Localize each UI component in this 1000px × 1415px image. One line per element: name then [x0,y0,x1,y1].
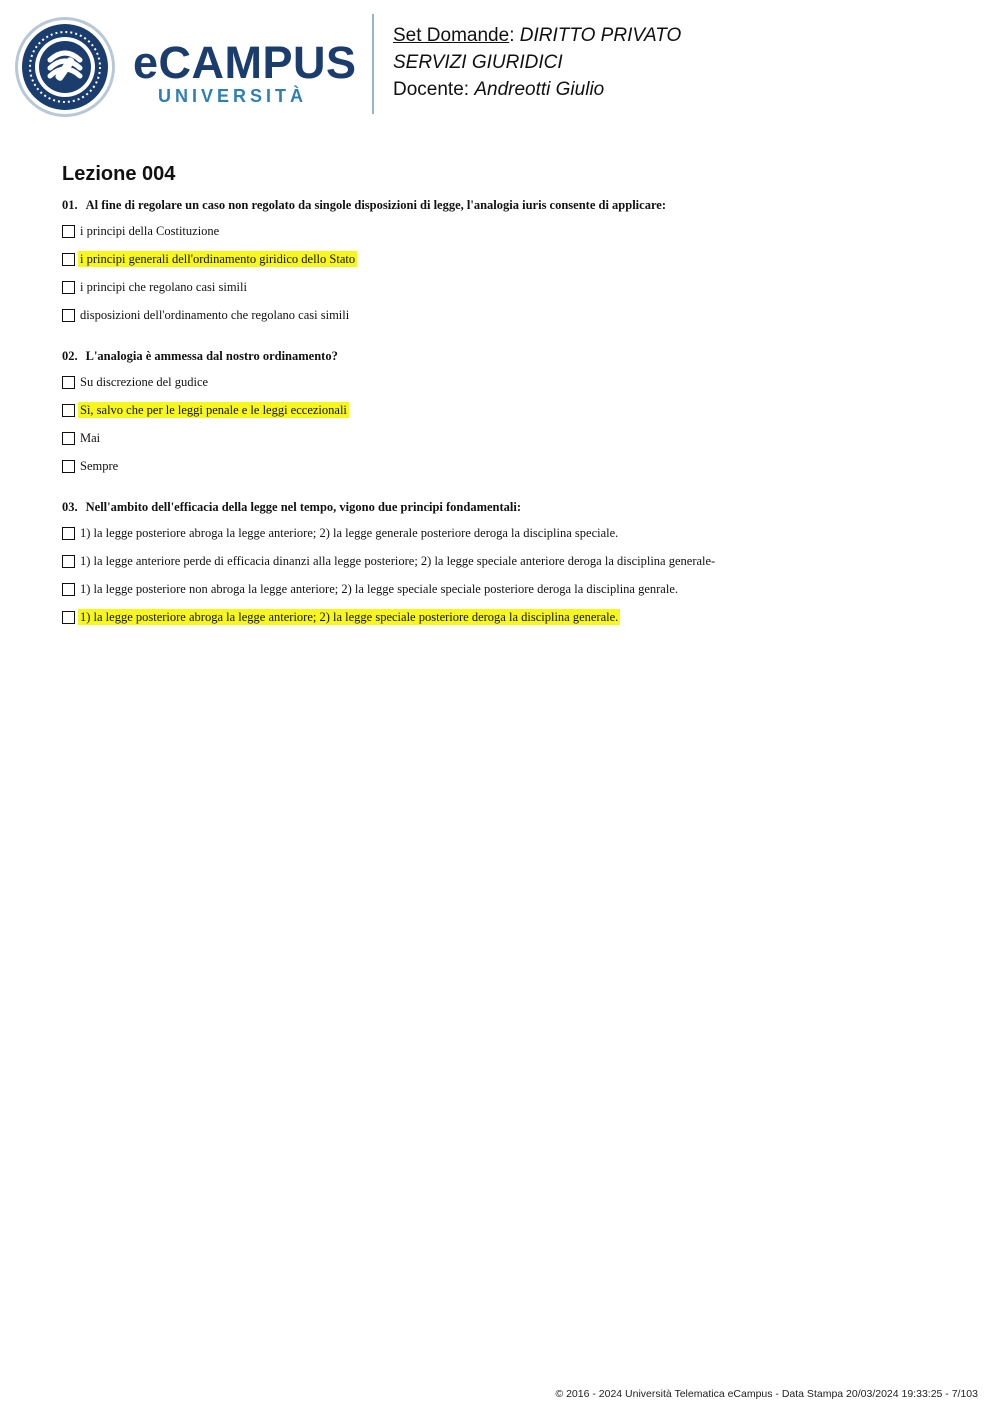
set-value: DIRITTO PRIVATO [519,25,682,46]
question-text: 03. Nell'ambito dell'efficacia della legge nel tempo, vigono due principi fondamentali: [62,500,522,514]
answer-option[interactable] [62,519,962,547]
checkbox-icon[interactable] [62,309,75,322]
checkbox-icon[interactable] [62,404,75,417]
set-label: Set Domande [393,25,510,46]
checkbox-icon[interactable] [62,460,75,473]
checkbox-icon[interactable] [62,583,75,596]
page-footer: © 2016 - 2024 Università Telematica eCampus - Data Stampa 20/03/2024 19:33:25 - 7/103 [555,1388,978,1400]
set-line: Set Domande: DIRITTO PRIVATO [393,25,682,46]
answer-option[interactable] [62,217,962,245]
checkbox-icon[interactable] [62,527,75,540]
checkbox-icon[interactable] [62,432,75,445]
answer-option[interactable] [62,245,962,273]
university-seal-logo [14,16,116,118]
answer-option[interactable] [62,396,962,424]
answer-option[interactable] [62,575,962,603]
header-divider [372,14,374,114]
question-text: 01. Al fine di regolare un caso non regolato da singole disposizioni di legge, l'analogia iuris consente di applicare: [62,198,666,212]
option-label-highlighted: i principi generali dell'ordinamento giridico dello Stato [80,252,356,266]
question-block-3 [62,499,962,631]
answer-option[interactable] [62,368,962,396]
answer-option[interactable] [62,452,962,480]
option-label: 1) la legge posteriore non abroga la legge anteriore; 2) la legge speciale speciale posteriore deroga la disciplina genrale. [80,582,678,596]
answer-option[interactable] [62,273,962,301]
option-label: i principi che regolano casi simili [80,280,247,294]
set-info [393,22,681,103]
option-label-highlighted: 1) la legge posteriore abroga la legge anteriore; 2) la legge speciale posteriore deroga la disciplina generale. [80,610,619,624]
set-value-line2: SERVIZI GIURIDICI [393,52,563,73]
option-label: Su discrezione del gudice [80,375,209,389]
option-label-highlighted: Sì, salvo che per le leggi penale e le leggi eccezionali [80,403,347,417]
lesson-title: Lezione 004 [62,163,176,185]
option-label: 1) la legge posteriore abroga la legge anteriore; 2) la legge generale posteriore deroga la disciplina speciale. [80,526,619,540]
teacher-label: Docente: [393,79,470,100]
option-label: i principi della Costituzione [80,224,220,238]
question-block-2 [62,348,962,480]
option-label: Mai [80,431,101,445]
checkbox-icon[interactable] [62,376,75,389]
answer-option[interactable] [62,547,962,575]
question-text: 02. L'analogia è ammessa dal nostro ordinamento? [62,349,338,363]
checkbox-icon[interactable] [62,253,75,266]
teacher-name: Andreotti Giulio [474,79,605,100]
answer-option[interactable] [62,424,962,452]
checkbox-icon[interactable] [62,611,75,624]
brand-name: eCAMPUS [133,37,357,88]
teacher-line [393,76,681,103]
option-label: Sempre [80,459,119,473]
checkbox-icon[interactable] [62,225,75,238]
answer-option[interactable] [62,301,962,329]
checkbox-icon[interactable] [62,555,75,568]
option-label: disposizioni dell'ordinamento che regolano casi simili [80,308,350,322]
checkbox-icon[interactable] [62,281,75,294]
brand-subtitle: UNIVERSITÀ [158,86,308,106]
question-block-1 [62,197,962,329]
option-label: 1) la legge anteriore perde di efficacia dinanzi alla legge posteriore; 2) la legge speciale anteriore deroga la disciplina generale- [80,554,716,568]
answer-option[interactable] [62,603,962,631]
page-header [0,0,1000,130]
